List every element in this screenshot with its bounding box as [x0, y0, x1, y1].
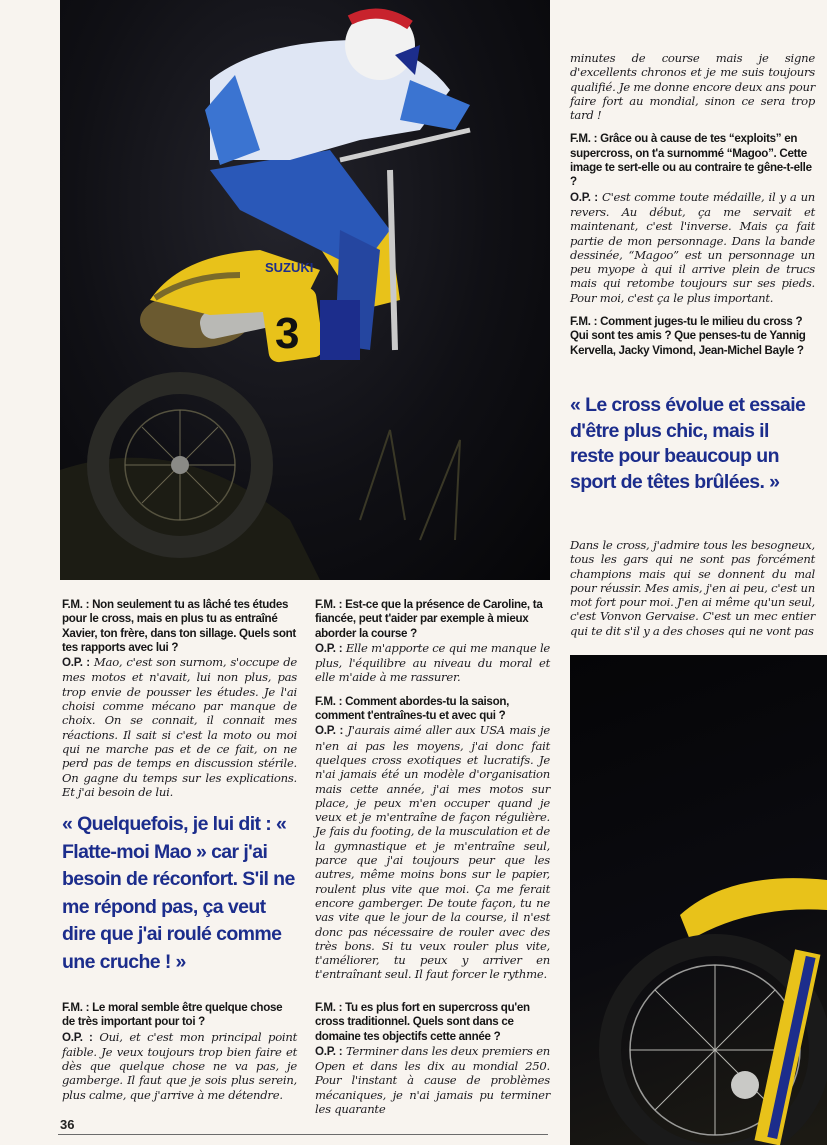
answer-admiration: Dans le cross, j'admire tous les besogneux, tous les gars qui ne sont pas forcément champions mais qui se donnent du mal pour réussir. Mes amis, j'en ai peu, c'est un mot fort pour moi. J'en ai même qu'un seul, c'est Vonvon Gervaise. C'est un mec entier qui te dit s'il y a des choses qui ne vont pas — [570, 538, 815, 638]
answer-text: Mao, c'est son surnom, s'occupe de mes motos et n'avait, lui non plus, pas trop envie de pousser les études. Je l'ai choisi comme mécano par manque de choix. On se connait, il connait mes réactions. Il sait si c'est la moto ou moi qui ne marche pas et de ce fait, on ne perd pas de temps en discussion stérile. On gagne du temps sur les explications. Et j'ai besoin de lui. — [62, 655, 297, 799]
front-wheel-illustration — [570, 655, 827, 1145]
middle-column-bottom — [315, 1001, 550, 1116]
answer-text: Oui, et c'est mon principal point faible. Je veux toujours trop bien faire et dès que quelque chose ne va pas, je gamberge. Il faut que je sois plus serein, plus calme, que j'arrive à me détendre. — [62, 1029, 298, 1102]
answer-caroline — [315, 641, 550, 685]
answer-text: Elle m'apporte ce qui me manque le plus, l'équilibre au niveau du moral et elle m'aide à me rassurer. — [315, 640, 551, 685]
middle-column — [315, 598, 550, 992]
answer-supercross — [315, 1044, 550, 1116]
question-caroline: F.M. : Est-ce que la présence de Caroline, ta fiancée, peut t'aider par exemple à mieux aborder la course ? — [315, 598, 543, 640]
answer-label: O.P. : — [315, 641, 343, 655]
answer-label: O.P. : — [315, 724, 344, 738]
main-photo — [60, 0, 550, 580]
answer-label: O.P. : — [570, 190, 598, 204]
answer-continued: minutes de course mais je signe d'excellents chronos et je me suis toujours qualifié. Je me donne encore deux ans pour faire fort au mondial, sinon ce sera trop tard ! — [570, 51, 815, 123]
right-column-top — [570, 51, 815, 358]
answer-label: O.P. : — [62, 1030, 93, 1044]
pull-quote-right: « Le cross évolue et essaie d'être plus chic, mais il reste pour beaucoup un sport de têtes brûlées. » — [570, 394, 806, 493]
answer-text: Terminer dans les deux premiers en Open et dans les dix au mondial 250. Pour l'instant à cause de problèmes mécaniques, je n'ai jamais pu terminer les quarante — [315, 1043, 551, 1117]
answer-text: J'aurais aimé aller aux USA mais je n'en ai pas les moyens, j'ai donc fait quelques cross exotiques et lucratifs. Je n'ai jamais été un modèle d'organisation mais cette année, j'ai mes motos sur place, je peux m'en occuper quand je veux et je m'entraîne de façon régulière. Je fais du footing, de la musculation et de la gymnastique et je m'entraîne seul, parce que j'ai toujours peur que les autres, même moins bons sur le papier, roulent plus vite que moi. Ça me ferait encore gamberger. De toute façon, tu ne vas vite que le jour de la course, il n'est donc pas nécessaire de rouler avec des très bons. Si tu veux rouler plus vite, t'améliorer, tu peux y arriver en t'entraînant seul. Il faut forcer le rythme. — [315, 723, 550, 982]
question-supercross: F.M. : Tu es plus fort en supercross qu'en cross traditionnel. Quels sont dans ce domaine tes objectifs cette année ? — [315, 1001, 530, 1043]
page-number: 36 — [60, 1117, 75, 1132]
left-column — [62, 598, 297, 809]
question-moral: F.M. : Le moral semble être quelque chose de très important pour toi ? — [62, 1001, 283, 1029]
motocross-rider-illustration — [60, 0, 550, 580]
question-etudes: F.M. : Non seulement tu as lâché tes études pour le cross, mais en plus tu as entraîné Xavier, ton frère, dans ton sillage. Quels sont tes rapports avec lui ? — [62, 598, 296, 654]
answer-moral — [62, 1030, 297, 1102]
answer-magoo — [570, 190, 815, 305]
question-milieu-cross: F.M. : Comment juges-tu le milieu du cross ? Qui sont tes amis ? Que penses-tu de Yannig Kervella, Jacky Vimond, Jean-Michel Bayle ? — [570, 315, 806, 357]
svg-text:SUZUKI: SUZUKI — [265, 260, 314, 275]
answer-label: O.P. : — [62, 656, 90, 670]
left-column-bottom — [62, 1001, 297, 1102]
svg-text:3: 3 — [275, 309, 300, 358]
pull-quote-left: « Quelquefois, je lui dit : « Flatte-moi Mao » car j'ai besoin de réconfort. S'il ne me répond pas, ça veut dire que j'ai roulé comme une cruche ! » — [62, 813, 295, 973]
question-magoo: F.M. : Grâce ou à cause de tes “exploits” en supercross, on t'a surnommé “Magoo”. Cette image te sert-elle ou au contraire te gêne-t-elle ? — [570, 132, 812, 189]
answer-saison — [315, 723, 550, 981]
right-column-after-quote — [570, 538, 815, 638]
answer-mao — [62, 655, 297, 799]
answer-text: C'est comme toute médaille, il y a un revers. Au début, ça me servait et maintenant, c'est l'inverse. Mais ça fait partie de mon personnage. Dans la bande dessinée, “Magoo” est un personnage un peu myope à qui il arrive plein de trucs mais qui retombe toujours sur ses pieds. Pour moi, c'est ça le plus important. — [570, 189, 816, 305]
question-saison: F.M. : Comment abordes-tu la saison, comment t'entraînes-tu et avec qui ? — [315, 694, 510, 723]
answer-label: O.P. : — [315, 1044, 343, 1058]
corner-photo — [570, 655, 827, 1145]
footer-rule — [58, 1134, 548, 1135]
